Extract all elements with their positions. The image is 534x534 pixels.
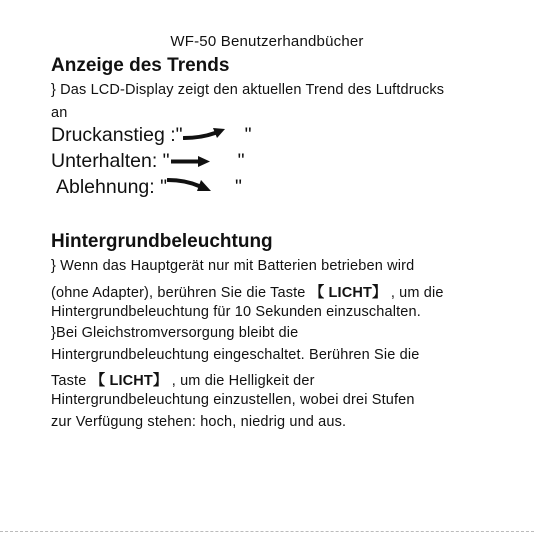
falling-arrow-icon bbox=[167, 176, 213, 199]
backlight-line-3: Hintergrundbeleuchtung für 10 Sekunden einzuschalten. bbox=[51, 304, 421, 320]
backlight-line-6 bbox=[51, 369, 315, 390]
trend-close-falling: " bbox=[235, 176, 242, 198]
trend-row-falling bbox=[51, 176, 242, 199]
backlight-line-8: zur Verfügung stehen: hoch, niedrig und aus. bbox=[51, 414, 347, 430]
steady-arrow-icon bbox=[170, 150, 212, 173]
trend-close-rising: " bbox=[244, 124, 252, 146]
backlight-line-1: } Wenn das Hauptgerät nur mit Batterien betrieben wird bbox=[51, 258, 415, 274]
backlight-line-7: Hintergrundbeleuchtung einzustellen, wobei drei Stufen bbox=[51, 392, 415, 408]
licht-key-label: 【 LICHT】 bbox=[309, 285, 387, 301]
backlight-section-title: Hintergrundbeleuchtung bbox=[51, 231, 273, 252]
trend-section-title: Anzeige des Trends bbox=[51, 55, 230, 76]
licht-key-label-2: 【 LICHT】 bbox=[90, 373, 168, 389]
trend-label-falling: Ablehnung: " bbox=[56, 176, 168, 198]
backlight-line-6-start: Taste bbox=[51, 373, 87, 389]
trend-label-rising: Druckanstieg :" bbox=[51, 124, 183, 146]
rising-arrow-icon bbox=[183, 124, 227, 147]
page-bottom-border bbox=[0, 531, 534, 532]
backlight-line-4: }Bei Gleichstromversorgung bleibt die bbox=[51, 325, 299, 341]
backlight-line-5: Hintergrundbeleuchtung eingeschaltet. Berühren Sie die bbox=[51, 347, 420, 363]
trend-label-steady: Unterhalten: " bbox=[51, 150, 170, 172]
backlight-line-2-start: (ohne Adapter), berühren Sie die Taste bbox=[51, 285, 306, 301]
trend-intro-line-2: an bbox=[51, 105, 68, 121]
backlight-line-2-end: , um die bbox=[390, 285, 444, 301]
trend-close-steady: " bbox=[237, 150, 245, 172]
trend-row-steady bbox=[51, 150, 245, 173]
backlight-line-6-end: , um die Helligkeit der bbox=[171, 373, 315, 389]
trend-row-rising bbox=[51, 124, 252, 147]
trend-intro-line-1: } Das LCD-Display zeigt den aktuellen Trend des Luftdrucks bbox=[51, 82, 445, 98]
backlight-line-2 bbox=[51, 281, 444, 302]
page-header: WF-50 Benutzerhandbücher bbox=[170, 33, 364, 50]
